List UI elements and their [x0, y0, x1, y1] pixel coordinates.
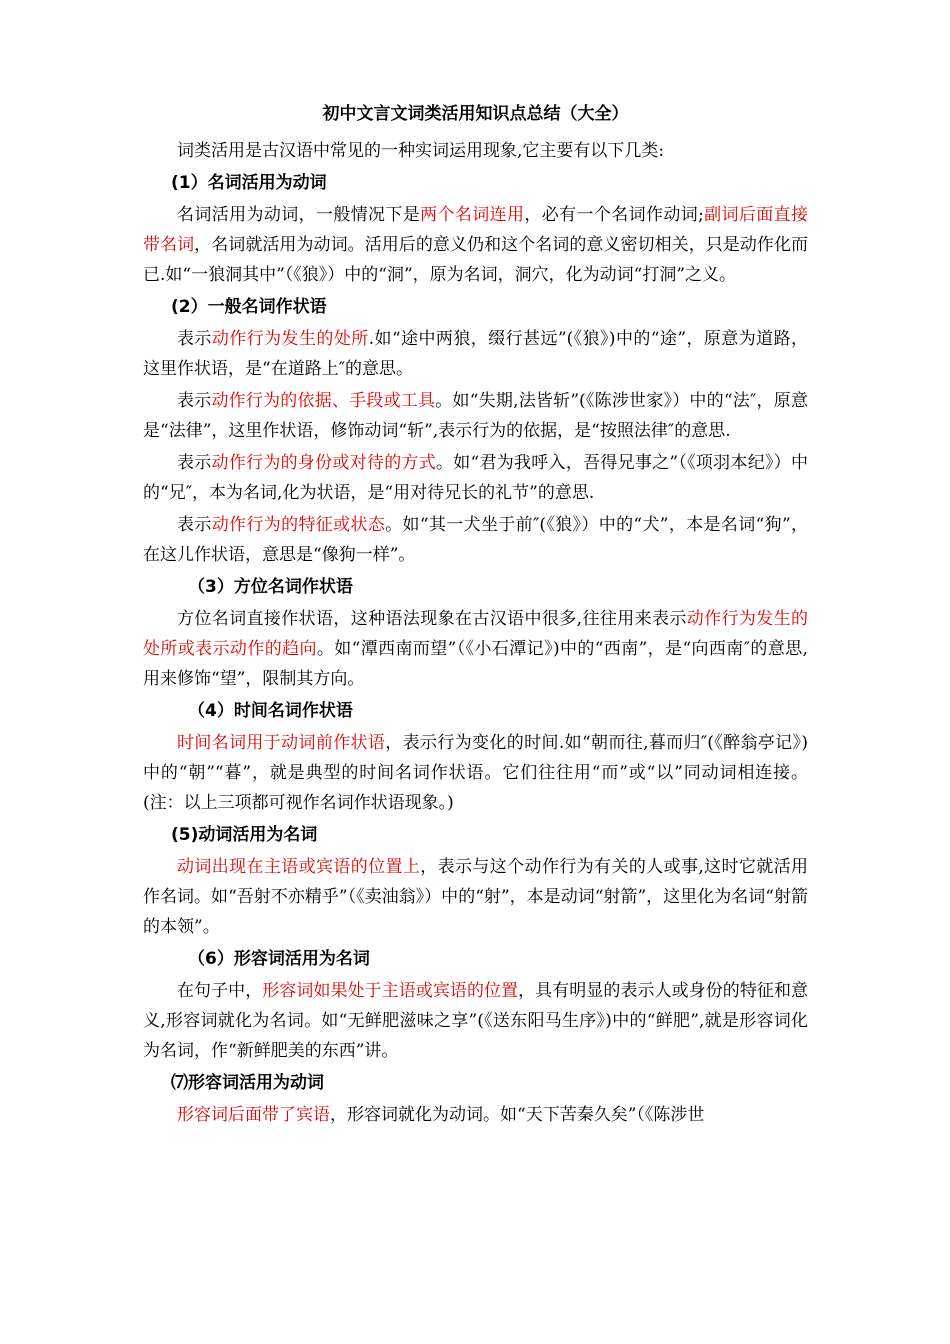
body-text: 表示: [177, 453, 212, 473]
body-text: 。如“潭西南而望”（《小石潭记》)中的“西南”，是“向西南″的意思,用来修饰“望”，限制其方向。: [143, 639, 808, 689]
body-text: ，表示与这个动作行为有关的人或事,这时它就活用作名词。如“吾射不亦精乎”（《卖油翁》）中的“射”，本是动词“射箭”，这里化为名词“射箭的本领”。: [143, 857, 809, 937]
section-paragraph: [143, 510, 808, 570]
body-text: ，具有明显的表示人或身份的特征和意义,形容词就化为名词。如“无鲜肥滋味之享”(《送东阳马生序》)中的“鲜肥”,就是形容词化为名词，作“新鲜肥美的东西”讲。: [143, 981, 809, 1061]
section-paragraph: [143, 1100, 808, 1130]
body-text: 。如“君为我呼入，吾得兄事之”（《项羽本纪》）中的“兄″，本为名词,化为状语，是“用对待兄长的礼节”的意思.: [143, 453, 809, 503]
body-text: 。如“其一犬坐于前″(《狼》）中的“犬”，本是名词“狗”，在这儿作状语，意思是“像狗一样”。: [143, 515, 809, 565]
body-text: ，表示行为变化的时间.如“朝而往,暮而归″(《醉翁亭记》)中的“朝”“暮”，就是典型的时间名词作状语。它们往往用“而”或“以”同动词相连接。(注：以上三项都可视作名词作状语现象。): [143, 733, 808, 813]
section-paragraph: [143, 852, 808, 942]
section-heading: (1）名词活用为动词: [171, 173, 327, 193]
section-heading: (5)动词活用为名词: [171, 825, 318, 845]
highlighted-text: 动词出现在主语或宾语的位置上: [177, 857, 421, 877]
section-paragraph: [143, 324, 808, 384]
document-page: [143, 100, 808, 1132]
highlighted-text: 动作行为发生的处所或表示动作的趋向: [143, 609, 808, 659]
section-heading: ⑺形容词活用为动词: [171, 1073, 324, 1093]
section-heading: （3）方位名词作状语: [188, 577, 353, 597]
section-heading: （4）时间名词作状语: [188, 701, 353, 721]
section-paragraph: [143, 200, 808, 290]
document-title: 初中文言文词类活用知识点总结（大全）: [322, 104, 629, 124]
highlighted-text: 形容词后面带了宾语: [177, 1105, 330, 1125]
body-text: ，名词就活用为动词。活用后的意义仍和这个名词的意义密切相关，只是动作化而已.如“一狼洞其中”（《狼》）中的“洞”，原为名词，洞穴，化为动词“打洞”之义。: [143, 235, 809, 285]
highlighted-text: 动作行为的身份或对待的方式: [211, 453, 437, 473]
highlighted-text: 时间名词用于动词前作状语: [177, 733, 386, 753]
body-text: ，必有一个名词作动词;: [524, 205, 704, 225]
section-paragraph: [143, 386, 808, 446]
highlighted-text: 动作行为发生的处所: [211, 329, 369, 349]
section-heading: (2）一般名词作状语: [171, 297, 327, 317]
section-paragraph: [143, 976, 808, 1066]
intro-paragraph: 词类活用是古汉语中常见的一种实词运用现象,它主要有以下几类:: [177, 141, 665, 161]
sections-container: [143, 168, 808, 1130]
highlighted-text: 动作行为的依据、手段或工具: [211, 391, 436, 411]
body-text: ，形容词就化为动词。如“天下苦秦久矣”（《陈涉世: [330, 1105, 705, 1125]
section-heading: （6）形容词活用为名词: [188, 949, 370, 969]
highlighted-text: 形容词如果处于主语或宾语的位置: [262, 981, 519, 1001]
section-paragraph: [143, 728, 808, 818]
body-text: 在句子中，: [177, 981, 263, 1001]
body-text: 表示: [177, 329, 212, 349]
body-text: .如“途中两狼，缀行甚远”(《狼》)中的“途”，原意为道路，这里作状语，是“在道路上″的意思。: [143, 329, 809, 379]
highlighted-text: 副词后面直接带名词: [143, 205, 809, 255]
body-text: 表示: [177, 391, 212, 411]
body-text: 名词活用为动词，一般情况下是: [177, 205, 421, 225]
body-text: 。如“失期,法皆斩”(《陈涉世家》）中的“法″，原意是“法律”，这里作状语，修饰动词“斩”,表示行为的依据，是“按照法律″的意思.: [143, 391, 808, 441]
highlighted-text: 两个名词连用: [420, 205, 525, 225]
section-paragraph: [143, 448, 808, 508]
section-paragraph: [143, 604, 808, 694]
body-text: 方位名词直接作状语，这种语法现象在古汉语中很多,往往用来表示: [177, 609, 687, 629]
body-text: 表示: [177, 515, 212, 535]
highlighted-text: 动作行为的特征或状态: [211, 515, 386, 535]
